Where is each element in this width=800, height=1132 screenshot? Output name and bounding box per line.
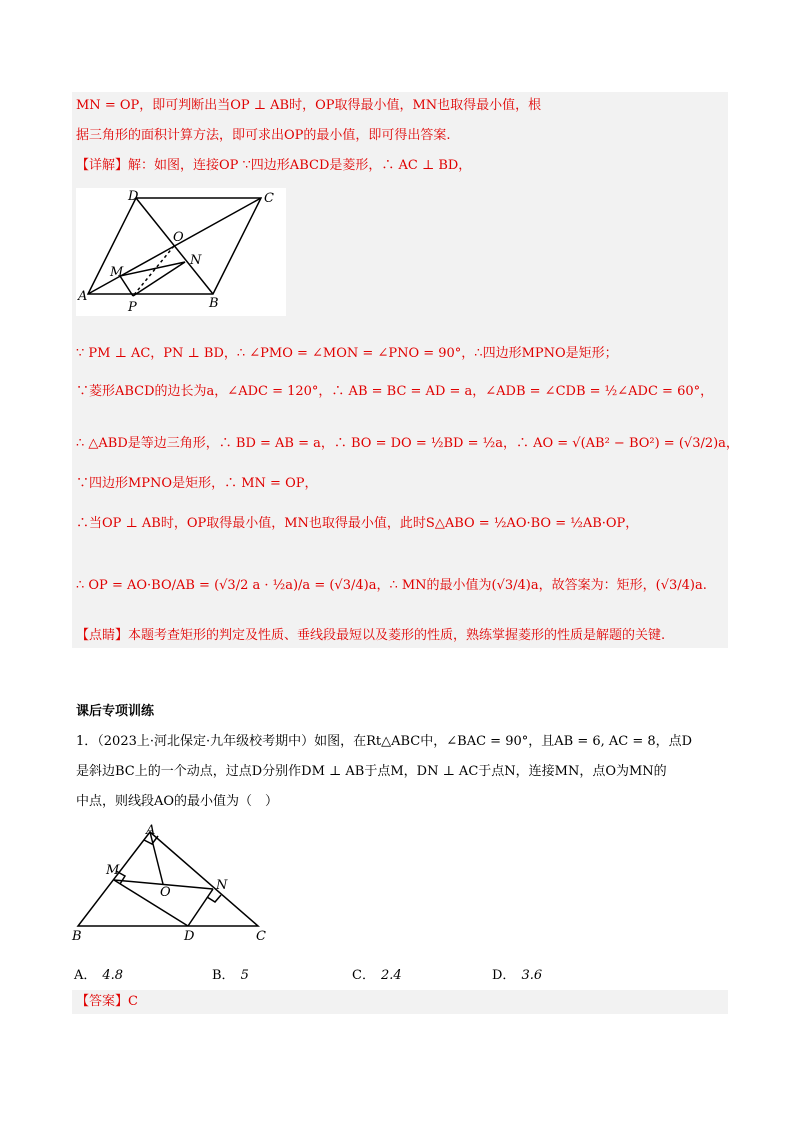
answer-line: 【答案】C [76, 994, 138, 1009]
option-c[interactable]: C． 2.4 [352, 968, 402, 983]
label-p: P [128, 300, 137, 315]
triangle-abc [78, 832, 258, 926]
label-d: D [128, 189, 139, 204]
problem-line-3: 中点，则线段AO的最小值为（ ） [76, 794, 279, 809]
option-a[interactable]: A． 4.8 [74, 968, 124, 983]
solution-step-6: ∴ OP = AO·BO/AB = (√3/2 a · ½a)/a = (√3/4)a，∴ MN的最小值为(√3/4)a，故答案为：矩形，(√3/4)a. [76, 578, 707, 593]
triangle-figure [70, 822, 270, 942]
answer-block-bg [72, 990, 728, 1014]
solution-step-2: ∵菱形ABCD的边长为a，∠ADC = 120°，∴ AB = BC = AD = a，∠ADB = ∠CDB = ½∠ADC = 60°， [76, 384, 714, 399]
solution-step-5: ∴当OP ⊥ AB时，OP取得最小值，MN也取得最小值，此时S△ABO = ½AO·BO = ½AB·OP， [76, 516, 639, 531]
rhombus-figure [76, 188, 286, 316]
segment-op [133, 246, 174, 296]
label-c: C [256, 929, 266, 942]
label-o: O [160, 885, 171, 900]
solution-remark: 【点睛】本题考查矩形的判定及性质、垂线段最短以及菱形的性质，熟练掌握菱形的性质是解题的关键. [76, 628, 666, 643]
label-a: A [146, 823, 156, 838]
solution-step-3: ∴ △ABD是等边三角形，∴ BD = AB = a，∴ BO = DO = ½BD = ½a，∴ AO = √(AB² − BO²) = (√3/2)a， [76, 436, 739, 451]
label-m: M [110, 265, 124, 280]
label-n: N [190, 253, 202, 268]
label-d: D [184, 929, 195, 942]
option-b[interactable]: B． 5 [212, 968, 249, 983]
solution-step-4: ∵四边形MPNO是矩形，∴ MN = OP， [76, 476, 318, 491]
diagonal-bd [136, 198, 213, 294]
label-o: O [173, 230, 184, 245]
option-d[interactable]: D． 3.6 [492, 968, 543, 983]
label-a: A [78, 289, 88, 304]
label-n: N [216, 878, 228, 893]
solution-step-1: ∵ PM ⊥ AC，PN ⊥ BD，∴ ∠PMO = ∠MON = ∠PNO = 90°，∴四边形MPNO是矩形； [76, 346, 618, 361]
section-title: 课后专项训练 [76, 704, 155, 719]
segment-dm [114, 880, 188, 926]
solution-line-2: 据三角形的面积计算方法，即可求出OP的最小值，即可得出答案. [76, 128, 451, 143]
solution-line-1: MN = OP，即可判断出当OP ⊥ AB时，OP取得最小值，MN也取得最小值，根 [76, 98, 542, 113]
segment-ao [150, 832, 163, 884]
label-m: M [106, 863, 120, 878]
segment-dn [188, 889, 213, 926]
problem-line-1: 1．（2023上·河北保定·九年级校考期中）如图，在Rt△ABC中，∠BAC = 90°，且AB = 6, AC = 8，点D [76, 734, 693, 749]
label-b: B [209, 296, 219, 311]
solution-detail-heading: 【详解】解：如图，连接OP ∵四边形ABCD是菱形，∴ AC ⊥ BD， [76, 158, 472, 173]
label-b: B [72, 929, 82, 942]
problem-line-2: 是斜边BC上的一个动点，过点D分别作DM ⊥ AB于点M，DN ⊥ AC于点N，连接MN，点O为MN的 [76, 764, 667, 779]
label-c: C [264, 191, 274, 206]
